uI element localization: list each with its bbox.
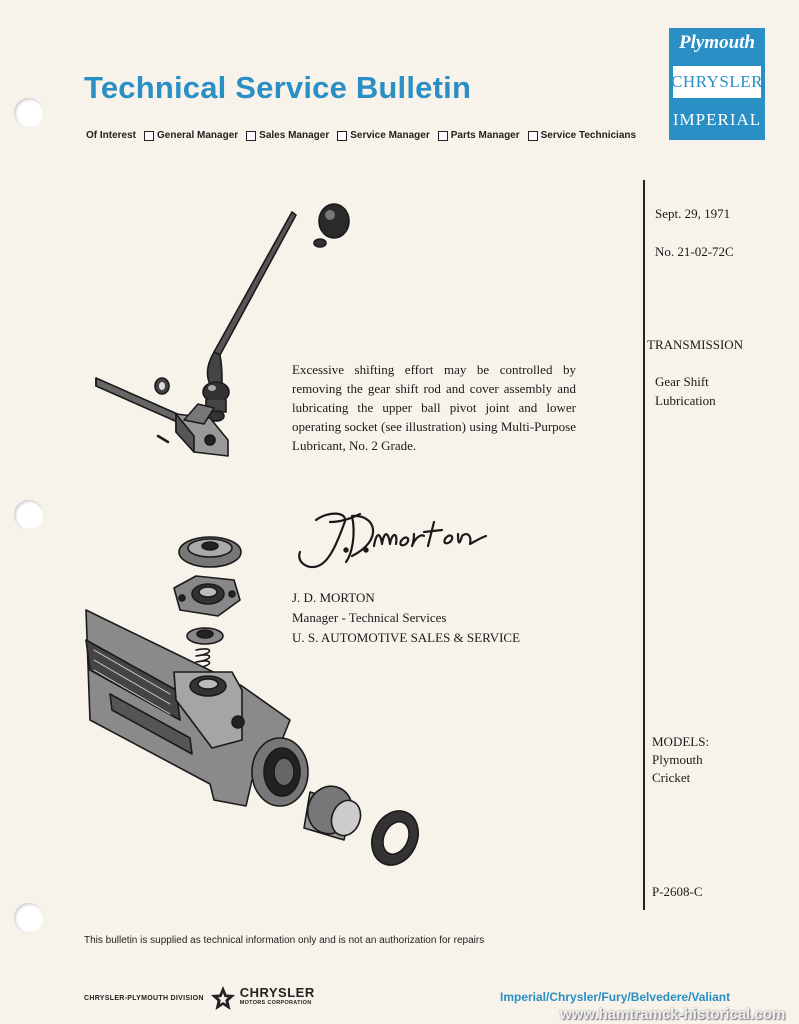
audience-service-manager[interactable]: Service Manager xyxy=(337,130,430,141)
audience-parts-manager[interactable]: Parts Manager xyxy=(438,130,520,141)
division-label: CHRYSLER-PLYMOUTH DIVISION xyxy=(84,994,204,1002)
page-title: Technical Service Bulletin xyxy=(84,70,472,105)
watermark: www.hamtramck-historical.com xyxy=(560,1006,786,1023)
signer-name: J. D. MORTON xyxy=(292,590,375,605)
bulletin-date: Sept. 29, 1971 xyxy=(655,206,731,221)
part-number: P-2608-C xyxy=(652,884,703,899)
pentastar-icon xyxy=(210,985,236,1011)
chrysler-footer-logo xyxy=(84,985,315,1011)
bulletin-body: Excessive shifting effort may be controlled by removing the gear shift rod and cover assembly and lubricating the upper ball pivot joint and lower operating socket (see illustration) using Multi-Purpose Lubricant, No. 2 Grade. xyxy=(292,362,576,453)
audience-service-technicians[interactable]: Service Technicians xyxy=(528,130,636,141)
brand-plymouth: Plymouth xyxy=(678,32,755,53)
disclaimer: This bulletin is supplied as technical information only and is not an authorization for repairs xyxy=(84,935,485,946)
signature-icon xyxy=(290,504,490,584)
audience-general-manager[interactable]: General Manager xyxy=(144,130,238,141)
model-line-1: Plymouth xyxy=(652,752,703,767)
subject-line-1: Gear Shift xyxy=(655,374,709,389)
brand-imperial: IMPERIAL xyxy=(672,110,762,129)
signature-block xyxy=(292,588,520,648)
brand-chrysler: CHRYSLER xyxy=(673,66,761,98)
corp-name xyxy=(240,987,315,1009)
model-line-2: Cricket xyxy=(652,770,691,785)
of-interest-label: Of Interest xyxy=(86,130,137,141)
subject-line-2: Lubrication xyxy=(655,393,716,408)
signer-role: Manager - Technical Services xyxy=(292,610,447,625)
models-label: MODELS: xyxy=(652,734,710,749)
bulletin-number: No. 21-02-72C xyxy=(655,244,734,259)
footer-brands: Imperial/Chrysler/Fury/Belvedere/Valiant xyxy=(500,990,731,1004)
bulletin-category: TRANSMISSION xyxy=(647,337,744,352)
corp-line-1: CHRYSLER xyxy=(239,985,315,1000)
corp-line-2: MOTORS CORPORATION xyxy=(239,1000,312,1006)
audience-sales-manager[interactable]: Sales Manager xyxy=(246,130,329,141)
signer-org: U. S. AUTOMOTIVE SALES & SERVICE xyxy=(292,630,521,645)
